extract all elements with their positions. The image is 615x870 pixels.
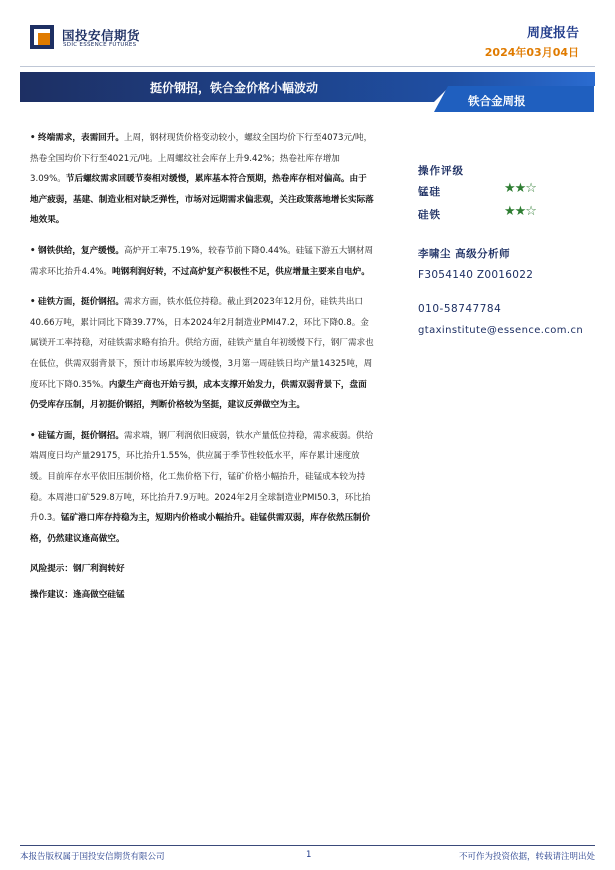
- section-lead: 终端需求，表需回升。: [38, 133, 124, 143]
- section-silicomanganese: [30, 426, 375, 550]
- section-lead: 钢铁供给，复产缓慢。: [38, 245, 124, 256]
- section-supply: [30, 241, 375, 282]
- analyst-name: 李啸尘 高级分析师: [418, 248, 511, 260]
- star-rating-icon: ★★☆: [504, 204, 536, 219]
- report-tag: [434, 86, 594, 112]
- section-text: 需求端，钢厂利润依旧疲弱，铁水产量低位持稳，需求疲弱。供给端周度日均产量29175，环比抬升1.55%，供应属于季节性较低水平，库存累计速度放缓。目前库存水平依旧压制价格，化工焦价格下行，锰矿价格小幅抬升，硅锰成本较为持稳。本周港口矿529.8万吨，环比抬升7.9万吨。2024年2月全球制造业PMI50.3，环比抬升0.3。: [30, 430, 374, 524]
- bullet-icon: •: [30, 133, 36, 143]
- contact-phone: 010-58747784: [418, 303, 502, 315]
- star-rating-icon: ★★☆: [504, 181, 536, 196]
- contact-email[interactable]: gtaxinstitute@essence.com.cn: [418, 325, 584, 336]
- section-text: 上周，钢材现货价格变动较小，螺纹全国均价下行至4073元/吨，热卷全国均价下行至4021元/吨。上周螺纹社会库存上升9.42%；热卷社库存增加3.09%。: [30, 133, 373, 185]
- risk-label: 风险提示：: [30, 564, 73, 575]
- section-conclusion: 吨钢利润好转，不过高炉复产积极性不足，供应增量主要来自电炉。: [112, 266, 370, 277]
- section-lead: 硅锰方面，挺价钢招。: [38, 430, 124, 441]
- header-divider: [20, 66, 595, 67]
- section-lead: 硅铁方面，挺价钢招。: [38, 297, 124, 308]
- section-ferrosilicon: [30, 292, 375, 416]
- logo-en-text: SDIC ESSENCE FUTURES: [63, 42, 137, 48]
- section-conclusion: 锰矿港口库存持稳为主，短期内价格或小幅抬升。硅锰供需双弱，库存依然压制价格，仍然建议逢高做空。: [30, 513, 371, 544]
- advice-value: 逢高做空硅锰: [72, 589, 125, 600]
- operation-advice: [30, 585, 375, 606]
- report-body: [30, 128, 375, 610]
- rating-name: 锰硅: [418, 186, 441, 198]
- footer-divider: [20, 845, 595, 846]
- analyst-cert: F3054140 Z0016022: [418, 269, 534, 281]
- logo-mark-icon: [30, 25, 54, 49]
- section-demand: [30, 128, 375, 231]
- bullet-icon: •: [30, 245, 36, 256]
- page-number: 1: [306, 850, 312, 860]
- section-conclusion: 内蒙生产商也开始亏损，成本支撑开始发力，供需双弱背景下，盘面仍受库存压制，月初挺价钢招，判断价格较为坚挺，建议反弹做空为主。: [30, 379, 367, 411]
- report-tag-text: 铁合金周报: [468, 94, 526, 108]
- advice-label: 操作建议：: [30, 589, 73, 600]
- report-title: 挺价钢招，铁合金价格小幅波动: [150, 81, 319, 95]
- risk-value: 钢厂利润转好: [72, 564, 125, 575]
- bullet-icon: •: [30, 297, 36, 308]
- risk-note: [30, 559, 375, 580]
- sidebar: [418, 163, 608, 336]
- rating-title: 操作评级: [418, 165, 464, 177]
- rating-row: [418, 181, 608, 201]
- rating-name: 硅铁: [418, 209, 441, 221]
- section-text: 需求方面，铁水低位持稳。截止到2023年12月份，硅铁共出口40.66万吨，累计同比下降39.77%，日本2024年2月制造业PMI47.2，环比下降0.8。金属镁开工率持稳，对硅铁需求略有抬升。供给方面，硅铁产量自年初缓慢下行，钢厂需求也在低位，供需双弱背景下，预计市场累库较为缓慢，3月第一周硅铁日均产量14325吨，周度环比下降0.35%。: [30, 297, 374, 390]
- report-date: 2024年03月04日: [484, 46, 579, 59]
- report-type: 周度报告: [526, 26, 579, 41]
- rating-row: [418, 204, 608, 224]
- section-text: 高炉开工率75.19%，较春节前下降0.44%。硅锰下游五大钢材周需求环比抬升4.4%。: [30, 245, 374, 277]
- logo-cn-text: 国投安信期货: [62, 28, 141, 43]
- footer-copyright: 本报告版权属于国投安信期货有限公司: [20, 852, 165, 862]
- section-conclusion: 节后螺纹需求回暖节奏相对缓慢，累库基本符合预期，热卷库存相对偏高。由于地产疲弱，基建、制造业相对缺乏弹性，市场对远期需求偏悲观，关注政策落地增长实际落地效果。: [30, 174, 374, 226]
- bullet-icon: •: [30, 430, 36, 441]
- company-logo: [30, 22, 210, 52]
- footer-disclaimer: 不可作为投资依据，转载请注明出处: [458, 852, 595, 862]
